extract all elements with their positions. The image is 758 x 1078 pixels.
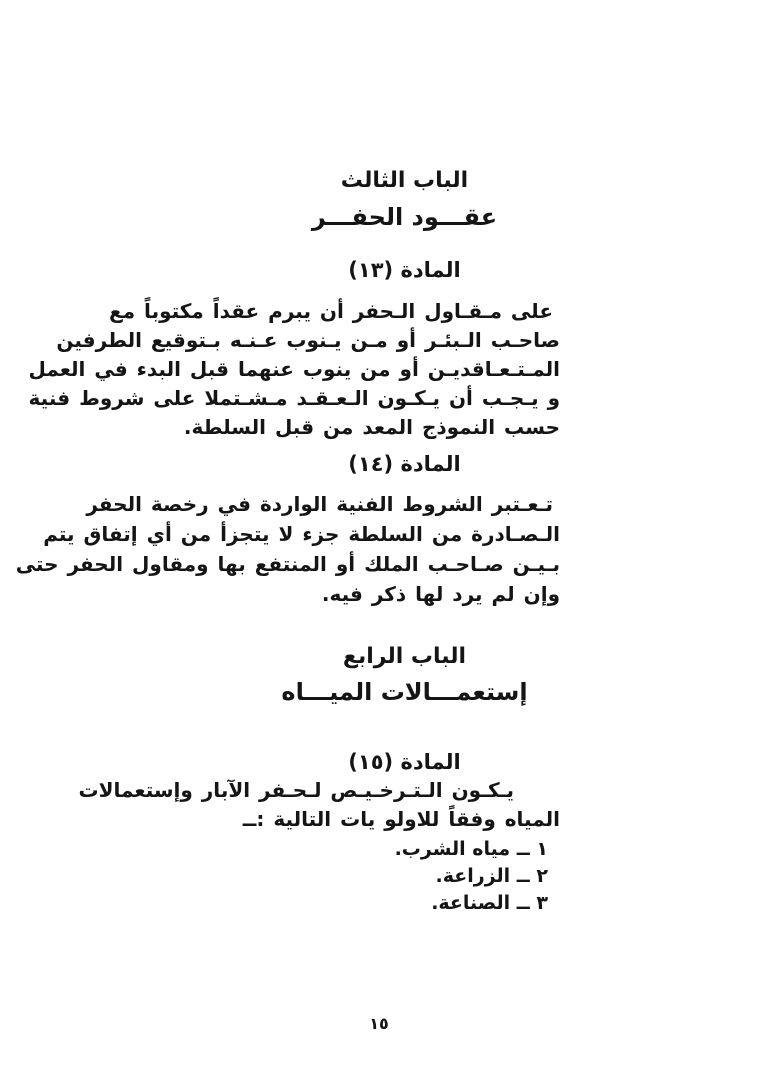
page-number: ١٥: [369, 1014, 389, 1033]
paragraph-line: و يـجـب أن يـكـون الـعـقـد مـشـتملا على شروط فنية: [28, 386, 560, 410]
list-item: ١ ــ مياه الشرب.: [394, 838, 548, 860]
paragraph-line: تـعـتبر الشروط الفنية الواردة في رخصة الحفر: [86, 492, 553, 516]
text-column: [15, 0, 560, 917]
paragraph-line: المياه وفقاً للاولو يات التالية :ــ: [242, 807, 560, 831]
paragraph-line: بـيـن صـاحـب الملك أو المنتفع بها ومقاول الحفر حتى: [15, 552, 560, 576]
paragraph-line: المـتـعـاقديـن أو من ينوب عنهما قبل البدء في العمل: [28, 357, 560, 381]
chapter-4-title: الباب الرابع: [342, 644, 467, 669]
paragraph-line: يـكـون الـتـرخـيـص لـحـفر الآبار وإستعمالات: [78, 778, 514, 802]
list-item: ٣ ــ الصناعة.: [431, 892, 548, 914]
chapter-3-title: الباب الثالث: [340, 168, 469, 193]
article-15-heading: المادة (١٥): [348, 750, 461, 774]
water-priority-list: [165, 836, 560, 917]
article-14-body: [15, 489, 560, 609]
paragraph-line: صاحـب الـبئـر أو مـن يـنوب عـنـه بـتوقيع الطرفين: [56, 328, 560, 352]
article-15-body: [78, 776, 560, 834]
chapter-4-subtitle: إستعمـــالات الميـــاه: [281, 678, 528, 706]
paragraph-line: الـصـادرة من السلطة جزء لا يتجزأ من أي إتفاق يتم: [43, 522, 560, 546]
article-13-body: [28, 297, 560, 442]
paragraph-line: وإن لم يرد لها ذكر فيه.: [321, 582, 560, 606]
paragraph-line: على مـقـاول الـحفر أن يبرم عقداً مكتوباً مع: [109, 299, 553, 323]
article-13-heading: المادة (١٣): [348, 258, 461, 282]
list-item: ٢ ــ الزراعة.: [435, 865, 548, 887]
paragraph-line: حسب النموذج المعد من قبل السلطة.: [183, 415, 560, 439]
article-14-heading: المادة (١٤): [348, 452, 461, 476]
chapter-3-subtitle: عقـــود الحفـــر: [311, 203, 498, 231]
